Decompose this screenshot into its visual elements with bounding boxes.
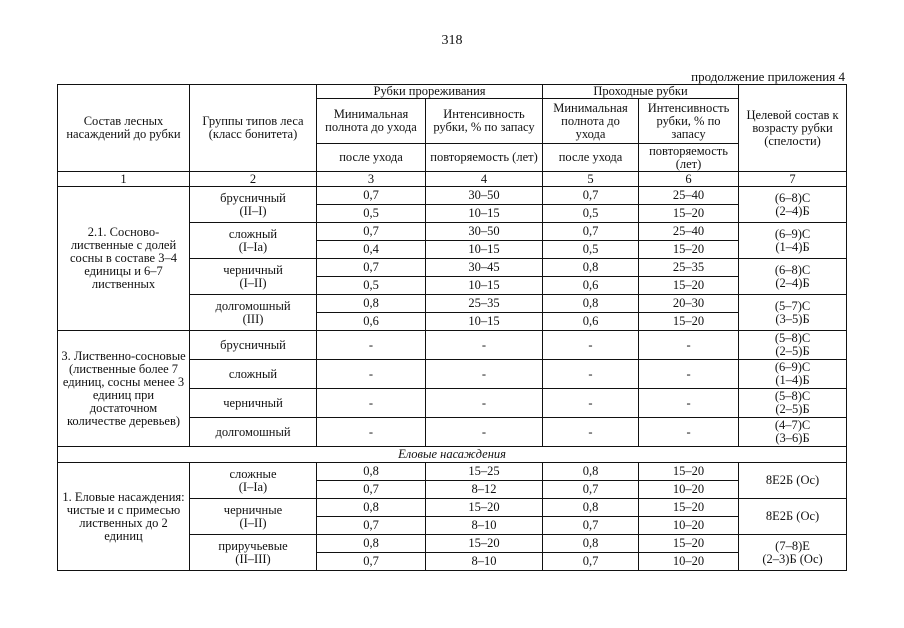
forest-type-cell bbox=[190, 295, 317, 331]
passage-min-density: 0,5 bbox=[543, 205, 639, 223]
target-line: (3–6)Б bbox=[775, 431, 810, 445]
thinning-intensity: 10–15 bbox=[426, 241, 543, 259]
target-line: (6–9)С bbox=[774, 226, 811, 241]
forest-care-table bbox=[57, 84, 847, 571]
column-number: 7 bbox=[739, 172, 847, 187]
passage-intensity: 15–20 bbox=[639, 463, 739, 481]
passage-min-density: 0,7 bbox=[543, 553, 639, 571]
column-number: 2 bbox=[190, 172, 317, 187]
passage-min-density: 0,7 bbox=[543, 517, 639, 535]
forest-type-cell bbox=[190, 223, 317, 259]
target-line: (3–5)Б bbox=[775, 311, 810, 326]
thinning-intensity: 30–45 bbox=[426, 259, 543, 277]
passage-min-density: 0,5 bbox=[543, 241, 639, 259]
forest-type-name: сложные bbox=[229, 466, 277, 481]
forest-type-name: долгомошный bbox=[190, 418, 317, 447]
target-composition-cell bbox=[739, 463, 847, 499]
header-min-density: Минимальная полнота до ухода bbox=[543, 99, 639, 144]
thinning-intensity: 30–50 bbox=[426, 223, 543, 241]
passage-min-density: 0,6 bbox=[543, 313, 639, 331]
target-line: (5–8)С bbox=[774, 389, 811, 403]
forest-type-cell bbox=[190, 187, 317, 223]
forest-type-name: брусничный bbox=[190, 331, 317, 360]
passage-min-density: 0,8 bbox=[543, 295, 639, 313]
column-number: 6 bbox=[639, 172, 739, 187]
passage-min-density: 0,7 bbox=[543, 481, 639, 499]
target-composition-cell bbox=[739, 187, 847, 223]
forest-type-name: брусничный bbox=[220, 190, 286, 205]
header-forest-groups: Группы типов леса (класс бонитета) bbox=[190, 85, 317, 172]
passage-intensity: - bbox=[639, 418, 739, 447]
thinning-min-density: 0,8 bbox=[317, 499, 426, 517]
target-line: (1–4)Б bbox=[775, 373, 810, 387]
forest-type-cell bbox=[190, 259, 317, 295]
target-line: (5–8)С bbox=[774, 331, 811, 345]
target-line: 8Е2Б (Ос) bbox=[765, 473, 820, 487]
thinning-intensity: 30–50 bbox=[426, 187, 543, 205]
thinning-min-density: 0,7 bbox=[317, 553, 426, 571]
bonitet-class: (I–Ia) bbox=[238, 479, 268, 494]
passage-intensity: 25–40 bbox=[639, 187, 739, 205]
target-composition-cell bbox=[739, 418, 847, 447]
thinning-min-density: 0,6 bbox=[317, 313, 426, 331]
target-composition-cell bbox=[739, 259, 847, 295]
passage-intensity: 25–40 bbox=[639, 223, 739, 241]
header-min-density: Минимальная полнота до ухода bbox=[317, 99, 426, 144]
composition-cell: 1. Еловые насаждения: чистые и с примесью лиственных до 2 единиц bbox=[58, 463, 190, 571]
thinning-intensity: 10–15 bbox=[426, 277, 543, 295]
thinning-min-density: 0,8 bbox=[317, 535, 426, 553]
target-line: (2–5)Б bbox=[775, 402, 810, 416]
target-composition-cell bbox=[739, 389, 847, 418]
target-composition-cell bbox=[739, 360, 847, 389]
passage-intensity: 20–30 bbox=[639, 295, 739, 313]
column-number: 1 bbox=[58, 172, 190, 187]
table-row bbox=[58, 331, 847, 360]
passage-min-density: 0,7 bbox=[543, 223, 639, 241]
thinning-min-density: 0,8 bbox=[317, 295, 426, 313]
target-composition-cell bbox=[739, 295, 847, 331]
passage-min-density: - bbox=[543, 418, 639, 447]
target-line: (6–8)С bbox=[774, 190, 811, 205]
thinning-intensity: 15–25 bbox=[426, 463, 543, 481]
bonitet-class: (I–II) bbox=[239, 515, 267, 530]
thinning-intensity: - bbox=[426, 331, 543, 360]
forest-type-cell bbox=[190, 499, 317, 535]
forest-type-name: сложный bbox=[190, 360, 317, 389]
target-line: (6–9)С bbox=[774, 360, 811, 374]
passage-intensity: - bbox=[639, 389, 739, 418]
column-number: 4 bbox=[426, 172, 543, 187]
target-line: 8Е2Б (Ос) bbox=[765, 509, 820, 523]
forest-type-cell bbox=[190, 535, 317, 571]
bonitet-class: (I–II) bbox=[239, 275, 267, 290]
thinning-min-density: - bbox=[317, 418, 426, 447]
passage-intensity: 10–20 bbox=[639, 481, 739, 499]
bonitet-class: (II–I) bbox=[239, 203, 267, 218]
continuation-label: продолжение приложения 4 bbox=[691, 69, 845, 84]
thinning-min-density: 0,5 bbox=[317, 277, 426, 295]
forest-type-name: сложный bbox=[228, 226, 278, 241]
header-passage: Проходные рубки bbox=[543, 85, 739, 99]
forest-type-name: приручьевые bbox=[218, 538, 288, 553]
passage-intensity: 15–20 bbox=[639, 313, 739, 331]
composition-cell: 2.1. Сосново-лиственные с долей сосны в составе 3–4 единицы и 6–7 лиственных bbox=[58, 187, 190, 331]
header-after-care: после ухода bbox=[543, 144, 639, 172]
header-thinning: Рубки прореживания bbox=[317, 85, 543, 99]
section-title: Еловые насаждения bbox=[58, 447, 847, 463]
bonitet-class: (II–III) bbox=[235, 551, 271, 566]
thinning-intensity: - bbox=[426, 389, 543, 418]
bonitet-class: (I–Ia) bbox=[238, 239, 268, 254]
thinning-intensity: 8–10 bbox=[426, 517, 543, 535]
forest-type-cell bbox=[190, 463, 317, 499]
header-repeat: повторяемость (лет) bbox=[426, 144, 543, 172]
header-repeat: повторяемость (лет) bbox=[639, 144, 739, 172]
thinning-min-density: - bbox=[317, 331, 426, 360]
forest-type-name: черничный bbox=[190, 389, 317, 418]
passage-min-density: 0,8 bbox=[543, 463, 639, 481]
passage-intensity: 15–20 bbox=[639, 241, 739, 259]
table-row bbox=[58, 187, 847, 205]
thinning-intensity: 8–10 bbox=[426, 553, 543, 571]
thinning-intensity: 8–12 bbox=[426, 481, 543, 499]
passage-intensity: - bbox=[639, 360, 739, 389]
target-composition-cell bbox=[739, 499, 847, 535]
thinning-intensity: 10–15 bbox=[426, 313, 543, 331]
target-composition-cell bbox=[739, 331, 847, 360]
passage-intensity: 15–20 bbox=[639, 205, 739, 223]
thinning-intensity: 15–20 bbox=[426, 499, 543, 517]
target-line: (2–5)Б bbox=[775, 344, 810, 358]
thinning-min-density: 0,7 bbox=[317, 481, 426, 499]
thinning-intensity: 25–35 bbox=[426, 295, 543, 313]
target-line: (6–8)С bbox=[774, 262, 811, 277]
thinning-min-density: 0,5 bbox=[317, 205, 426, 223]
table-row bbox=[58, 463, 847, 481]
column-number: 3 bbox=[317, 172, 426, 187]
target-line: (2–4)Б bbox=[775, 275, 810, 290]
header-intensity: Интенсивность рубки, % по запасу bbox=[426, 99, 543, 144]
passage-min-density: - bbox=[543, 389, 639, 418]
target-line: (2–3)Б (Ос) bbox=[762, 551, 823, 566]
thinning-intensity: - bbox=[426, 360, 543, 389]
passage-min-density: 0,6 bbox=[543, 277, 639, 295]
thinning-min-density: 0,7 bbox=[317, 259, 426, 277]
thinning-min-density: - bbox=[317, 389, 426, 418]
thinning-intensity: - bbox=[426, 418, 543, 447]
target-composition-cell bbox=[739, 535, 847, 571]
passage-intensity: 15–20 bbox=[639, 499, 739, 517]
passage-min-density: 0,8 bbox=[543, 535, 639, 553]
forest-type-name: черничные bbox=[223, 502, 283, 517]
passage-min-density: 0,7 bbox=[543, 187, 639, 205]
bonitet-class: (III) bbox=[242, 311, 264, 326]
header-intensity: Интенсивность рубки, % по запасу bbox=[639, 99, 739, 144]
passage-intensity: 15–20 bbox=[639, 277, 739, 295]
passage-intensity: 10–20 bbox=[639, 553, 739, 571]
thinning-intensity: 15–20 bbox=[426, 535, 543, 553]
passage-min-density: 0,8 bbox=[543, 259, 639, 277]
passage-intensity: - bbox=[639, 331, 739, 360]
header-composition: Состав лесных насаждений до рубки bbox=[58, 85, 190, 172]
target-line: (7–8)Е bbox=[775, 538, 810, 553]
target-line: (2–4)Б bbox=[775, 203, 810, 218]
thinning-min-density: 0,7 bbox=[317, 187, 426, 205]
header-after-care: после ухода bbox=[317, 144, 426, 172]
thinning-intensity: 10–15 bbox=[426, 205, 543, 223]
passage-min-density: - bbox=[543, 360, 639, 389]
target-composition-cell bbox=[739, 223, 847, 259]
thinning-min-density: 0,7 bbox=[317, 223, 426, 241]
target-line: (5–7)С bbox=[774, 298, 811, 313]
passage-min-density: 0,8 bbox=[543, 499, 639, 517]
thinning-min-density: 0,7 bbox=[317, 517, 426, 535]
passage-intensity: 10–20 bbox=[639, 517, 739, 535]
forest-type-name: долгомошный bbox=[215, 298, 291, 313]
passage-intensity: 25–35 bbox=[639, 259, 739, 277]
passage-min-density: - bbox=[543, 331, 639, 360]
column-number: 5 bbox=[543, 172, 639, 187]
target-line: (4–7)С bbox=[774, 418, 811, 432]
target-line: (1–4)Б bbox=[775, 239, 810, 254]
page-number: 318 bbox=[441, 33, 463, 48]
passage-intensity: 15–20 bbox=[639, 535, 739, 553]
forest-type-name: черничный bbox=[223, 262, 283, 277]
section-row bbox=[58, 447, 847, 463]
thinning-min-density: 0,4 bbox=[317, 241, 426, 259]
thinning-min-density: - bbox=[317, 360, 426, 389]
header-target: Целевой состав к возрасту рубки (спелости) bbox=[739, 85, 847, 172]
thinning-min-density: 0,8 bbox=[317, 463, 426, 481]
composition-cell: 3. Лиственно-сосновые (лиственные более 7 единиц, сосны менее 3 единиц при достаточном количестве деревьев) bbox=[58, 331, 190, 447]
